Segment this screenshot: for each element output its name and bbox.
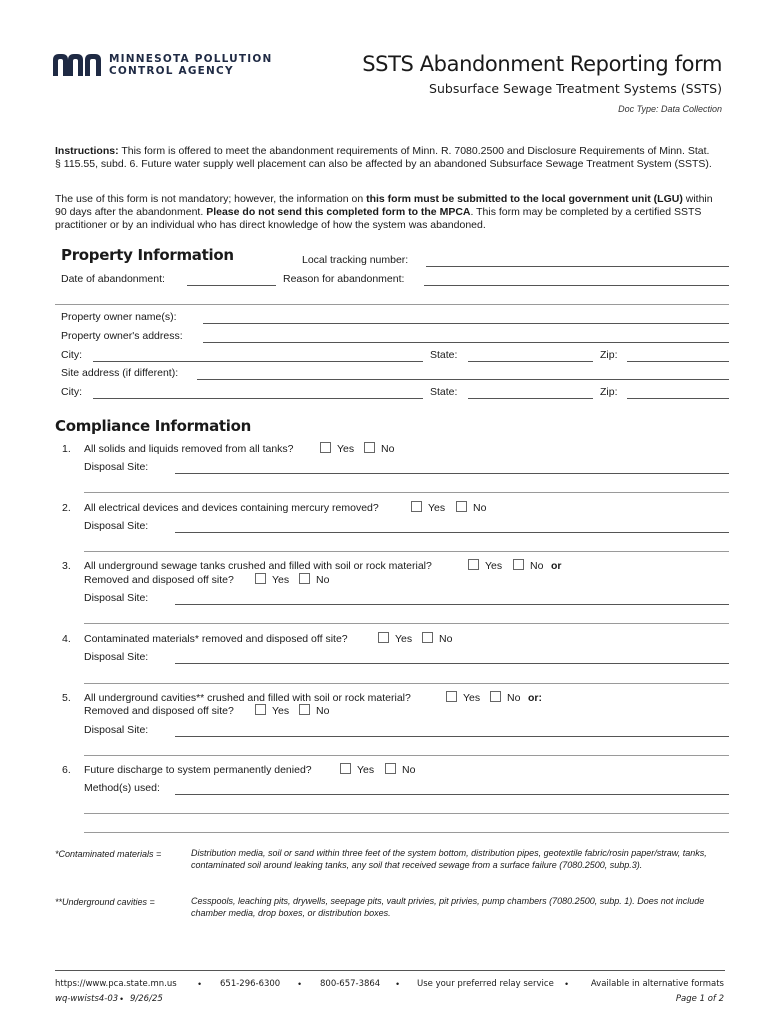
footer-url[interactable]: https://www.pca.state.mn.us: [55, 979, 177, 989]
footer-bullet-2: •: [298, 979, 302, 989]
q3-or-label: or: [551, 560, 562, 572]
site-address-field[interactable]: [197, 379, 729, 380]
footer-date: 9/26/25: [130, 994, 163, 1004]
q4-number: 4.: [62, 633, 71, 645]
q1-disposal-field[interactable]: [175, 473, 729, 474]
site-address-label: Site address (if different):: [61, 367, 179, 379]
footer-relay: Use your preferred relay service: [417, 979, 554, 989]
q4-no-checkbox[interactable]: [422, 632, 433, 643]
methods-field[interactable]: [175, 794, 729, 795]
site-city-field[interactable]: [93, 398, 423, 399]
footer-alt-formats: Available in alternative formats: [590, 979, 724, 989]
q2-no-checkbox[interactable]: [456, 501, 467, 512]
owner-names-label: Property owner name(s):: [61, 311, 177, 323]
methods-label: Method(s) used:: [84, 782, 160, 794]
agency-name-line2: CONTROL AGENCY: [109, 65, 234, 77]
q5b-text: Removed and disposed off site?: [84, 705, 234, 717]
q6-no-label: No: [402, 764, 416, 776]
q1-disposal-label: Disposal Site:: [84, 461, 149, 473]
q6-yes-label: Yes: [357, 764, 375, 776]
usage-text-d: Please do not send this completed form to the MPCA: [206, 206, 471, 218]
reason-label: Reason for abandonment:: [283, 273, 405, 285]
site-zip-label: Zip:: [600, 386, 618, 398]
footer-bullet-4: •: [565, 979, 569, 989]
q2-disposal-field-2[interactable]: [84, 551, 729, 552]
q2-disposal-field[interactable]: [175, 532, 729, 533]
doc-type: Doc Type: Data Collection: [618, 104, 722, 114]
q2-yes-label: Yes: [428, 502, 446, 514]
q3-disposal-field[interactable]: [175, 604, 729, 605]
site-zip-field[interactable]: [627, 398, 729, 399]
q3a-no-checkbox[interactable]: [513, 559, 524, 570]
owner-address-label: Property owner's address:: [61, 330, 183, 342]
q1-yes-label: Yes: [337, 443, 355, 455]
mpca-logo-icon: [53, 54, 101, 76]
q5b-no-label: No: [316, 705, 330, 717]
q4-disposal-label: Disposal Site:: [84, 651, 149, 663]
q5b-yes-checkbox[interactable]: [255, 704, 266, 715]
usage-text-e: . This form may be completed by a certified SSTS practitioner or by an individual who has direct knowledge of how the system was abandoned.: [55, 206, 702, 231]
mpca-logo: [53, 53, 272, 77]
q2-yes-checkbox[interactable]: [411, 501, 422, 512]
footer-phone-2: 800-657-3864: [320, 979, 381, 989]
q5-disposal-field[interactable]: [175, 736, 729, 737]
q3-number: 3.: [62, 560, 71, 572]
agency-name-line1: MINNESOTA POLLUTION: [109, 53, 273, 65]
form-subtitle: Subsurface Sewage Treatment Systems (SSTS): [429, 81, 722, 96]
contaminated-materials-definition: Distribution media, soil or sand within three feet of the system bottom, distribution pipes, geotextile fabric/rosin paper/straw, tanks, contaminated soil around leaking tanks, any soil that received sewage from a surface failure (7080.2500, subp.3).: [191, 848, 707, 870]
q3a-no-label: No: [530, 560, 544, 572]
methods-field-2[interactable]: [84, 813, 729, 814]
city-field[interactable]: [93, 361, 423, 362]
q3-disposal-field-2[interactable]: [84, 623, 729, 624]
q5-disposal-field-2[interactable]: [84, 755, 729, 756]
instructions-text: This form is offered to meet the abandonment requirements of Minn. R. 7080.2500 and Disclosure Requirements of Minn. Stat. § 115.55, subd. 6. Future water supply well placement can also be affected by an abandoned Subsurface Sewage Treatment System (SSTS).: [55, 145, 712, 170]
usage-text-b: this form must be submitted to the local government unit (LGU): [366, 193, 683, 205]
q4-disposal-field[interactable]: [175, 663, 729, 664]
q3b-no-checkbox[interactable]: [299, 573, 310, 584]
zip-field[interactable]: [627, 361, 729, 362]
methods-field-3[interactable]: [84, 832, 729, 833]
contaminated-materials-label: *Contaminated materials =: [55, 849, 162, 859]
q2-text: All electrical devices and devices containing mercury removed?: [84, 502, 379, 514]
footer-bullet-5: •: [120, 994, 124, 1004]
q6-no-checkbox[interactable]: [385, 763, 396, 774]
q3b-text: Removed and disposed off site?: [84, 574, 234, 586]
q3a-yes-label: Yes: [485, 560, 503, 572]
footer-phone-1: 651-296-6300: [220, 979, 281, 989]
q2-no-label: No: [473, 502, 487, 514]
footer-bullet-1: •: [198, 979, 202, 989]
date-abandonment-label: Date of abandonment:: [61, 273, 165, 285]
q4-yes-checkbox[interactable]: [378, 632, 389, 643]
q5a-no-checkbox[interactable]: [490, 691, 501, 702]
q4-disposal-field-2[interactable]: [84, 683, 729, 684]
compliance-info-heading: Compliance Information: [55, 417, 251, 435]
q5a-no-label: No: [507, 692, 521, 704]
footer-divider: [55, 970, 725, 971]
section-divider: [55, 304, 729, 305]
q4-text: Contaminated materials* removed and disposed off site?: [84, 633, 348, 645]
usage-paragraph: [55, 193, 715, 232]
site-city-label: City:: [61, 386, 82, 398]
q5a-yes-label: Yes: [463, 692, 481, 704]
local-tracking-field[interactable]: [426, 266, 729, 267]
q4-yes-label: Yes: [395, 633, 413, 645]
q5a-text: All underground cavities** crushed and filled with soil or rock material?: [84, 692, 411, 704]
site-state-field[interactable]: [468, 398, 593, 399]
q5b-no-checkbox[interactable]: [299, 704, 310, 715]
state-field[interactable]: [468, 361, 593, 362]
q3b-no-label: No: [316, 574, 330, 586]
city-label: City:: [61, 349, 82, 361]
form-title: SSTS Abandonment Reporting form: [362, 52, 722, 76]
q1-text: All solids and liquids removed from all tanks?: [84, 443, 294, 455]
q1-number: 1.: [62, 443, 71, 455]
q1-no-label: No: [381, 443, 395, 455]
footer-page-number: Page 1 of 2: [675, 994, 724, 1004]
q1-yes-checkbox[interactable]: [320, 442, 331, 453]
state-label: State:: [430, 349, 458, 361]
zip-label: Zip:: [600, 349, 618, 361]
q6-yes-checkbox[interactable]: [340, 763, 351, 774]
q2-disposal-label: Disposal Site:: [84, 520, 149, 532]
q5a-yes-checkbox[interactable]: [446, 691, 457, 702]
q6-number: 6.: [62, 764, 71, 776]
footer-doc-id: wq-wwists4-03: [55, 994, 119, 1004]
q3a-text: All underground sewage tanks crushed and filled with soil or rock material?: [84, 560, 432, 572]
q3a-yes-checkbox[interactable]: [468, 559, 479, 570]
site-state-label: State:: [430, 386, 458, 398]
property-info-heading: Property Information: [61, 246, 234, 264]
instructions-label: Instructions:: [55, 145, 119, 157]
q2-number: 2.: [62, 502, 71, 514]
q6-text: Future discharge to system permanently denied?: [84, 764, 312, 776]
footer-bullet-3: •: [396, 979, 400, 989]
q5b-yes-label: Yes: [272, 705, 290, 717]
q3b-yes-label: Yes: [272, 574, 290, 586]
instructions-paragraph: [55, 145, 715, 171]
q4-no-label: No: [439, 633, 453, 645]
q1-disposal-field-2[interactable]: [84, 492, 729, 493]
q1-no-checkbox[interactable]: [364, 442, 375, 453]
usage-text-a: The use of this form is not mandatory; however, the information on: [55, 193, 367, 205]
q5-or-label: or:: [528, 692, 542, 704]
underground-cavities-definition: Cesspools, leaching pits, drywells, seepage pits, vault privies, pit privies, pump chambers (7080.2500, subp. 1). Does not include chamber media, drop boxes, or distribution boxes.: [191, 896, 705, 918]
usage-text-c: within 90 days after the abandonment.: [55, 193, 713, 218]
q5-number: 5.: [62, 692, 71, 704]
q3b-yes-checkbox[interactable]: [255, 573, 266, 584]
owner-names-field[interactable]: [203, 323, 729, 324]
local-tracking-label: Local tracking number:: [302, 254, 409, 266]
underground-cavities-label: **Underground cavities =: [55, 897, 155, 907]
date-abandonment-field[interactable]: [187, 285, 276, 286]
q5-disposal-label: Disposal Site:: [84, 724, 149, 736]
reason-field[interactable]: [424, 285, 729, 286]
q3-disposal-label: Disposal Site:: [84, 592, 149, 604]
owner-address-field[interactable]: [203, 342, 729, 343]
